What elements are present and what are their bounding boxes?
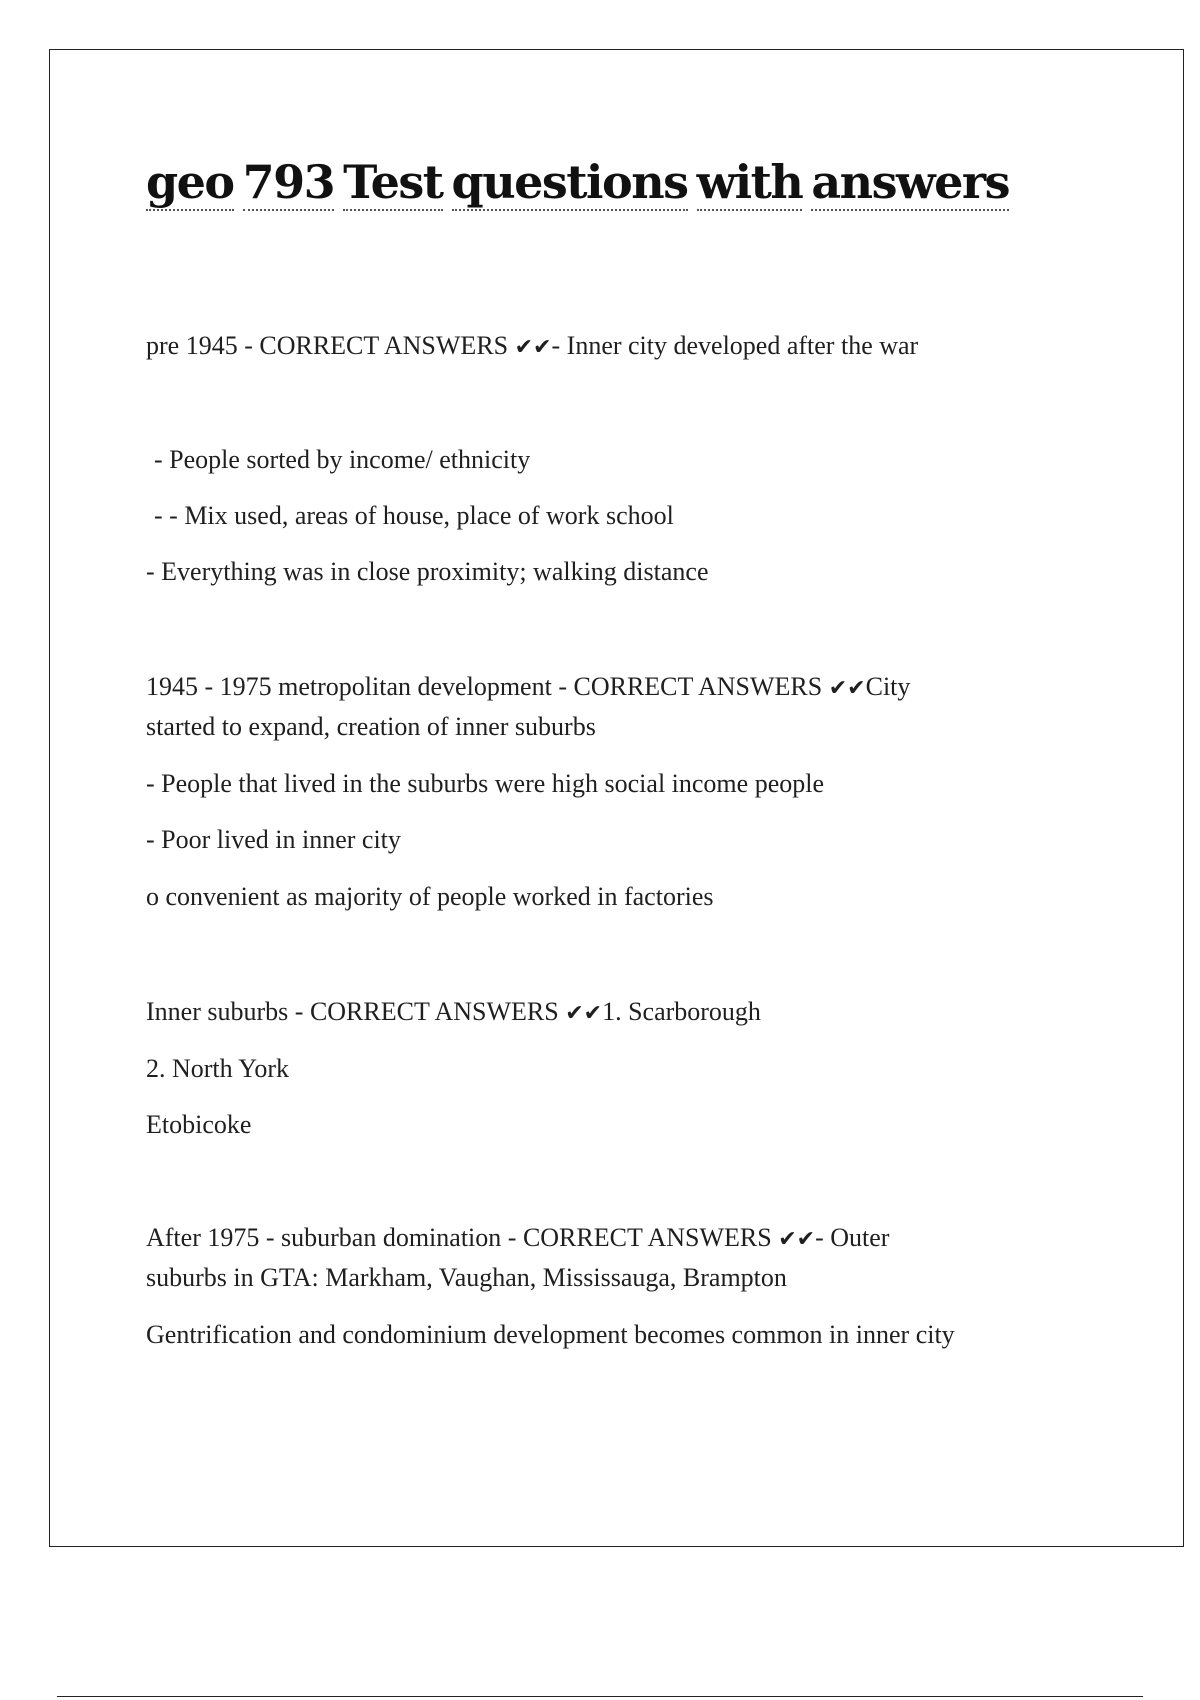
title-word: Test <box>343 155 443 209</box>
checkmark-icon: ✔✔ <box>514 335 552 360</box>
question-text: After 1975 - suburban domination <box>146 1223 502 1252</box>
answer-line: - People that lived in the suburbs were high social income people <box>146 769 824 798</box>
title-word: answers <box>811 155 1009 209</box>
answer-line: - Everything was in close proximity; walking distance <box>146 557 709 586</box>
title-word: 793 <box>242 155 335 209</box>
answer-marker: CORRECT ANSWERS <box>309 997 559 1026</box>
answer-text: - Outer <box>815 1223 890 1252</box>
checkmark-icon: ✔✔ <box>828 676 866 701</box>
question-line: 1945 - 1975 metropolitan development - CORRECT ANSWERS ✔✔City <box>146 672 911 701</box>
answer-line: o convenient as majority of people worked in factories <box>146 882 714 911</box>
question-text: 1945 - 1975 metropolitan development <box>146 672 552 701</box>
question-line: After 1975 - suburban domination - CORRECT ANSWERS ✔✔- Outer <box>146 1223 890 1252</box>
answer-marker: CORRECT ANSWERS <box>573 672 823 701</box>
answer-continuation: suburbs in GTA: Markham, Vaughan, Mississauga, Brampton <box>146 1263 787 1292</box>
page-title <box>146 152 1009 212</box>
answer-line: - People sorted by income/ ethnicity <box>154 445 531 474</box>
question-line: Inner suburbs - CORRECT ANSWERS ✔✔1. Scarborough <box>146 997 761 1026</box>
answer-text: - Inner city developed after the war <box>551 331 919 360</box>
answer-line: 2. North York <box>146 1054 290 1083</box>
question-text: Inner suburbs <box>146 997 289 1026</box>
answer-text: City <box>865 672 911 701</box>
title-word: geo <box>146 155 234 209</box>
checkmark-icon: ✔✔ <box>565 1001 603 1026</box>
answer-line: - Poor lived in inner city <box>146 825 401 854</box>
question-text: pre 1945 <box>146 331 238 360</box>
answer-marker: CORRECT ANSWERS <box>259 331 509 360</box>
bottom-divider <box>57 1696 1143 1697</box>
answer-line: Gentrification and condominium development becomes common in inner city <box>146 1320 955 1349</box>
question-line: pre 1945 - CORRECT ANSWERS ✔✔- Inner city developed after the war <box>146 331 919 360</box>
answer-line: - - Mix used, areas of house, place of work school <box>154 501 674 530</box>
answer-line: Etobicoke <box>146 1110 252 1139</box>
answer-continuation: started to expand, creation of inner suburbs <box>146 712 596 741</box>
title-word: questions <box>451 155 688 209</box>
answer-text: 1. Scarborough <box>602 997 761 1026</box>
answer-marker: CORRECT ANSWERS <box>522 1223 772 1252</box>
title-word: with <box>696 155 803 209</box>
checkmark-icon: ✔✔ <box>778 1227 816 1252</box>
